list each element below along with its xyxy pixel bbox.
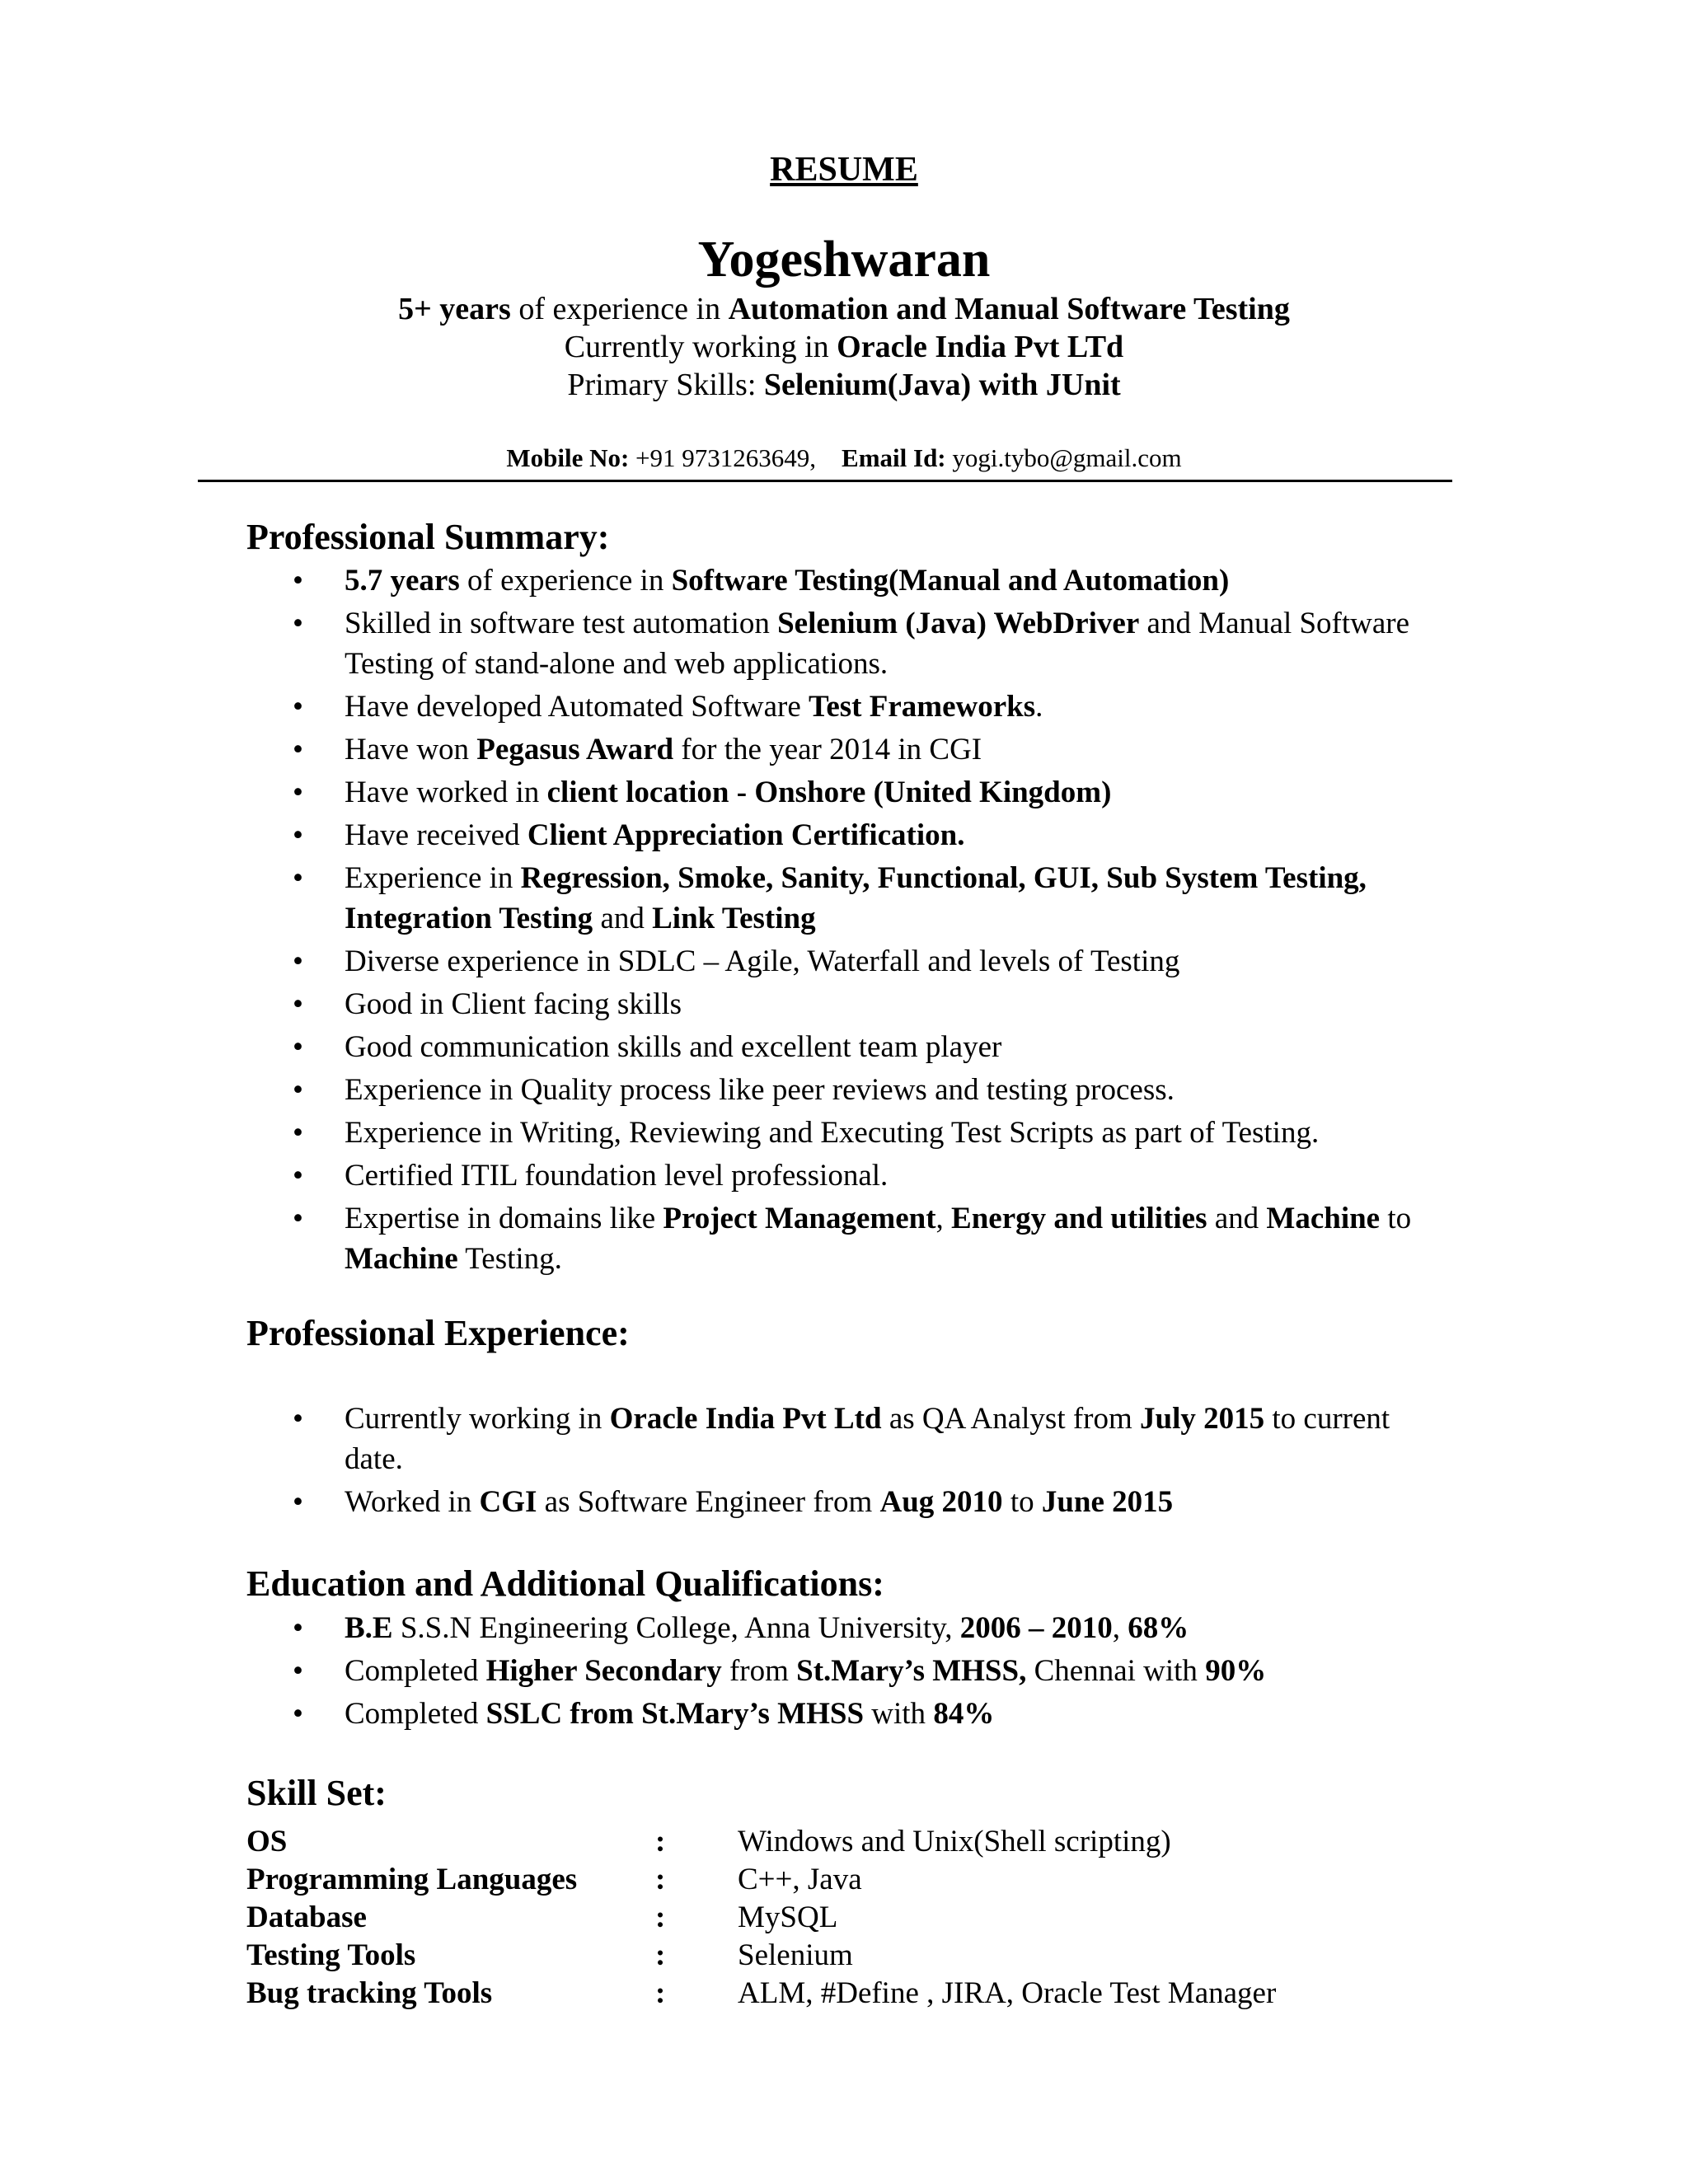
body-text: . [1035, 690, 1043, 724]
body-text: and [593, 902, 653, 935]
body-text: Completed [345, 1654, 486, 1688]
skill-category: Database [246, 1900, 367, 1934]
body-text: Worked in [345, 1485, 480, 1519]
emphasis-text: Pegasus Award [476, 733, 674, 766]
bullet-icon: • [293, 1485, 303, 1519]
bullet-icon: • [293, 861, 303, 895]
emphasis-text: Oracle India Pvt Ltd [609, 1402, 882, 1436]
body-text: with [864, 1697, 934, 1731]
bullet-icon: • [293, 1402, 303, 1436]
list-item [0, 603, 1416, 684]
list-item [0, 1651, 1416, 1691]
emphasis-text: Energy and utilities [951, 1202, 1207, 1235]
bullet-icon: • [293, 1159, 303, 1193]
skill-separator: : [655, 1900, 666, 1934]
body-text: Have worked in [345, 776, 547, 809]
body-text: to [1380, 1202, 1412, 1235]
bullet-icon: • [293, 690, 303, 724]
emphasis-text: Software Testing(Manual and Automation) [671, 564, 1230, 598]
emphasis-text: Higher Secondary [485, 1654, 722, 1688]
emphasis-text: Test Frameworks [809, 690, 1036, 724]
body-text: Good in Client facing skills [345, 987, 682, 1021]
bullet-icon: • [293, 1030, 303, 1064]
emphasis-text: 2006 – 2010 [959, 1611, 1113, 1645]
body-text: to current date. [345, 1402, 1390, 1476]
body-text: and [1207, 1202, 1267, 1235]
summary-list [0, 560, 1688, 1282]
body-text: Completed [345, 1697, 486, 1731]
emphasis-text: Link Testing [652, 902, 816, 935]
body-text: Have received [345, 818, 528, 852]
body-text: as Software Engineer from [537, 1485, 880, 1519]
skill-category: Testing Tools [246, 1938, 416, 1972]
body-text: and Manual Software Testing of stand-alone and web applications. [345, 607, 1410, 681]
bullet-icon: • [293, 1697, 303, 1731]
email-address: yogi.tybo@gmail.com [945, 443, 1182, 472]
body-text: Experience in Writing, Reviewing and Executing Test Scripts as part of Testing. [345, 1116, 1320, 1150]
experience-list [0, 1399, 1688, 1525]
body-text: from [721, 1654, 797, 1688]
bullet-icon: • [293, 607, 303, 640]
emphasis-text: CGI [479, 1485, 537, 1519]
section-heading-experience: Professional Experience: [246, 1313, 630, 1353]
skill-separator: : [655, 1938, 666, 1972]
bullet-icon: • [293, 1202, 303, 1235]
list-item [0, 1198, 1416, 1279]
body-text: Currently working in [345, 1402, 610, 1436]
list-item [0, 1070, 1416, 1110]
body-text: , [1112, 1611, 1128, 1645]
body-text: Diverse experience in SDLC – Agile, Waterfall and levels of Testing [345, 944, 1180, 978]
bullet-icon: • [293, 776, 303, 809]
body-text: Have developed Automated Software [345, 690, 809, 724]
contact-line [0, 443, 1688, 473]
skill-category: Bug tracking Tools [246, 1976, 493, 2010]
body-text: Experience in Quality process like peer reviews and testing process. [345, 1073, 1175, 1107]
emphasis-text: Machine [345, 1242, 458, 1276]
list-item [0, 815, 1416, 855]
list-item [0, 1399, 1416, 1479]
emphasis-text: Machine [1266, 1202, 1381, 1235]
skill-separator: : [655, 1976, 666, 2010]
tagline-years: 5+ years [398, 292, 511, 326]
education-list [0, 1608, 1688, 1736]
bullet-icon: • [293, 733, 303, 766]
skill-category: OS [246, 1825, 288, 1858]
header-divider [198, 480, 1452, 482]
mobile-number: +91 9731263649, [629, 443, 817, 472]
candidate-name: Yogeshwaran [697, 232, 991, 288]
body-text: , [935, 1202, 952, 1235]
document-title: RESUME [770, 151, 918, 189]
skill-category: Programming Languages [246, 1863, 578, 1896]
emphasis-text: July 2015 [1140, 1402, 1265, 1436]
emphasis-text: Client Appreciation Certification. [527, 818, 965, 852]
bullet-icon: • [293, 1116, 303, 1150]
skill-value: ALM, #Define , JIRA, Oracle Test Manager [738, 1976, 1277, 2010]
bullet-icon: • [293, 944, 303, 978]
bullet-icon: • [293, 987, 303, 1021]
body-text: for the year 2014 in CGI [673, 733, 982, 766]
body-text: to [1002, 1485, 1042, 1519]
emphasis-text: St.Mary’s MHSS, [796, 1654, 1027, 1688]
emphasis-text: 68% [1128, 1611, 1189, 1645]
emphasis-text: 90% [1205, 1654, 1267, 1688]
emphasis-text: B.E [345, 1611, 393, 1645]
emphasis-text: Selenium (Java) WebDriver [777, 607, 1140, 640]
emphasis-text: Aug 2010 [879, 1485, 1003, 1519]
body-text: Expertise in domains like [345, 1202, 663, 1235]
list-item [0, 1155, 1416, 1196]
skill-separator: : [655, 1825, 666, 1858]
emphasis-text: client location - Onshore (United Kingdom) [546, 776, 1112, 809]
mobile-label: Mobile No: [506, 443, 630, 472]
skill-value: C++, Java [738, 1863, 862, 1896]
body-text: Chennai with [1026, 1654, 1206, 1688]
list-item [0, 1113, 1416, 1153]
section-heading-skills: Skill Set: [246, 1773, 387, 1813]
emphasis-text: June 2015 [1041, 1485, 1174, 1519]
body-text: Testing. [457, 1242, 562, 1276]
primary-skills-label: Primary Skills: [567, 368, 764, 402]
emphasis-text: Project Management [663, 1202, 936, 1235]
body-text: Skilled in software test automation [345, 607, 778, 640]
list-item [0, 1608, 1416, 1648]
bullet-icon: • [293, 818, 303, 852]
bullet-icon: • [293, 1654, 303, 1688]
body-text: Good communication skills and excellent team player [345, 1030, 1002, 1064]
body-text: as QA Analyst from [881, 1402, 1141, 1436]
emphasis-text: 5.7 years [345, 564, 460, 598]
primary-skills-line [0, 366, 1688, 404]
bullet-icon: • [293, 1073, 303, 1107]
tagline-text: of experience in [510, 292, 729, 326]
list-item [0, 984, 1416, 1024]
bullet-icon: • [293, 564, 303, 598]
skill-separator: : [655, 1863, 666, 1896]
emphasis-text: 84% [933, 1697, 995, 1731]
list-item [0, 1482, 1416, 1522]
list-item [0, 858, 1416, 939]
body-text: Certified ITIL foundation level professional. [345, 1159, 889, 1193]
current-employer: Oracle India Pvt LTd [837, 330, 1124, 364]
current-employer-label: Currently working in [564, 330, 837, 364]
list-item [0, 1694, 1416, 1734]
tagline-field: Automation and Manual Software Testing [728, 292, 1290, 326]
primary-skills: Selenium(Java) with JUnit [763, 368, 1121, 402]
email-label: Email Id: [842, 443, 946, 472]
section-heading-education: Education and Additional Qualifications: [246, 1563, 884, 1604]
section-heading-summary: Professional Summary: [246, 517, 610, 557]
list-item [0, 560, 1416, 601]
body-text: Experience in [345, 861, 521, 895]
list-item [0, 729, 1416, 770]
current-employer-line [0, 328, 1688, 366]
list-item [0, 772, 1416, 813]
experience-tagline [0, 290, 1688, 328]
body-text: Have won [345, 733, 477, 766]
skill-value: Selenium [738, 1938, 853, 1972]
skill-value: Windows and Unix(Shell scripting) [738, 1825, 1171, 1858]
emphasis-text: Regression, Smoke, Sanity, Functional, GUI, Sub System Testing, Integration Testing [345, 861, 1367, 935]
list-item [0, 941, 1416, 982]
body-text: of experience in [459, 564, 672, 598]
body-text: S.S.N Engineering College, Anna University, [392, 1611, 960, 1645]
bullet-icon: • [293, 1611, 303, 1645]
list-item [0, 687, 1416, 727]
skill-value: MySQL [738, 1900, 838, 1934]
emphasis-text: SSLC from St.Mary’s MHSS [485, 1697, 865, 1731]
list-item [0, 1027, 1416, 1067]
